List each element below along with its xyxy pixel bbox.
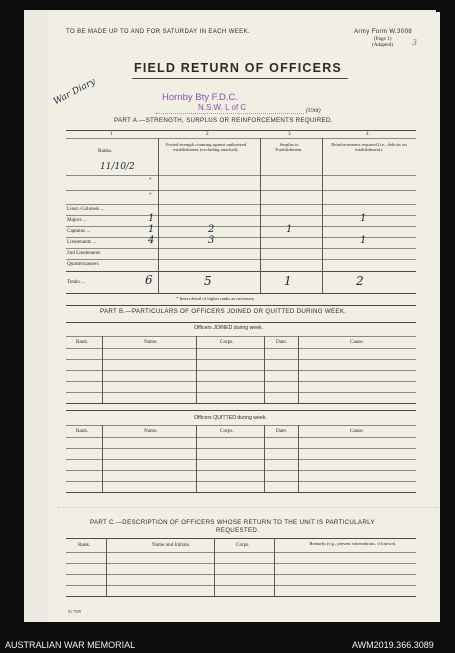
quitted-col-name: Name. bbox=[144, 428, 158, 434]
part-a-heading: PART A.—STRENGTH, SURPLUS OR REINFORCEMENTS REQUIRED. bbox=[114, 117, 333, 124]
majors-reinforcements: 1 bbox=[360, 213, 367, 224]
form-id: Army Form W.3008 bbox=[354, 29, 413, 35]
unit-label: (Unit) bbox=[306, 108, 321, 114]
footer-right: AWM2019.366.3089 bbox=[352, 640, 434, 650]
rank-quartermasters: Quartermasters bbox=[67, 261, 99, 267]
total-col1: 6 bbox=[145, 273, 153, 287]
joined-col-date: Date. bbox=[276, 339, 288, 345]
quitted-col-date: Date. bbox=[276, 428, 288, 434]
col-surplus-label: Surplus to Establishment. bbox=[275, 142, 303, 153]
rank-2nd-lieutenants: 2nd Lieutenants bbox=[67, 250, 101, 256]
quitted-col-corps: Corps. bbox=[220, 428, 234, 434]
unit-stamp-line2: N.S.W. L of C bbox=[198, 103, 247, 112]
footer-left: AUSTRALIAN WAR MEMORIAL bbox=[5, 640, 136, 650]
quitted-col-cause: Cause. bbox=[350, 428, 364, 434]
unit-line bbox=[156, 113, 304, 114]
rank-captains: Captains ... bbox=[67, 228, 91, 234]
joined-heading: Officers JOINED during week. bbox=[194, 325, 264, 331]
form-title: FIELD RETURN OF OFFICERS bbox=[134, 61, 342, 75]
part-c-col-rank: Rank. bbox=[78, 542, 91, 548]
form-instruction: TO BE MADE UP TO AND FOR SATURDAY IN EACH WEEK. bbox=[66, 29, 251, 35]
captains-count: 1 bbox=[148, 224, 155, 235]
col-number-2: 2 bbox=[206, 131, 209, 137]
form-page: (Page 1) bbox=[374, 36, 392, 42]
handwritten-date: 11/10/2 bbox=[100, 162, 135, 172]
fold-line bbox=[58, 507, 438, 508]
col-number-1: 1 bbox=[110, 131, 113, 137]
part-c-col-remarks: Remarks (e.g., present whereabouts, if known). bbox=[309, 541, 397, 546]
print-code: 91 7599 bbox=[68, 609, 81, 614]
part-c-heading-line1: PART C.—DESCRIPTION OF OFFICERS WHOSE RETURN TO THE UNIT IS PARTICULARLY bbox=[90, 519, 375, 526]
part-a-footnote: * Insert detail of higher ranks as necessary. bbox=[176, 296, 256, 301]
quitted-heading: Officers QUITTED during week. bbox=[194, 415, 267, 421]
col-number-3: 3 bbox=[288, 131, 291, 137]
title-underline bbox=[132, 78, 348, 79]
totals-label: Totals ... bbox=[67, 279, 85, 285]
col-ranks-label: Ranks. bbox=[98, 148, 113, 154]
joined-col-corps: Corps. bbox=[220, 339, 234, 345]
lieutenants-count: 4 bbox=[148, 235, 155, 246]
joined-col-name: Name. bbox=[144, 339, 158, 345]
total-col4: 2 bbox=[356, 274, 364, 288]
unit-stamp-line1: Hornby Bty F.D.C. bbox=[162, 92, 239, 103]
joined-col-cause: Cause. bbox=[350, 339, 364, 345]
total-col3: 1 bbox=[284, 274, 292, 288]
captains-surplus: 1 bbox=[286, 224, 293, 235]
rank-lieut-colonels: Lieut.-Colonels ... bbox=[67, 206, 105, 212]
majors-count: 1 bbox=[148, 213, 155, 224]
lieutenants-posted: 3 bbox=[208, 235, 215, 246]
form-note: (Adapted) bbox=[372, 42, 394, 48]
part-c-col-name: Name and Initials. bbox=[152, 542, 191, 548]
col-number-4: 4 bbox=[366, 131, 369, 137]
col-posted-label: Posted strength counting against authorized establishment (excluding attached). bbox=[165, 142, 247, 153]
col-reinforcements-label: Reinforcements required (i.e., deficits on establishment). bbox=[331, 142, 407, 153]
rank-lieutenants: Lieutenants ... bbox=[67, 239, 97, 245]
part-c-heading-line2: REQUESTED. bbox=[216, 527, 260, 534]
form-page: TO BE MADE UP TO AND FOR SATURDAY IN EACH WEEK. Army Form W.3008 (Page 1) (Adapted) 3 FIELD RETURN OF OFFICERS War Diary Hornby Bty F.D.C. N.S.W. L of C (Unit) PART A.—STRENGTH, SURPLUS OR REINFORCEMENTS REQUIRED. 1 2 3 4 Ranks. Posted strength counting against authorized establishment (excluding attached). Surplus to Establishment. Reinforcements required (i.e., deficits on establishment). 11/10/2 * * Lieut.-Colonels ... Majors ... Captains ... Lieutenants ... 2nd Lieutenants Quartermasters 1 1 1 2 1 4 3 1 Totals ... 6 5 1 2 * Insert detail of higher ranks as necessary. PART B.—PARTICULARS OF OFFICERS JOINED OR QUITTED DURING WEEK. Officers JOINED during week. Rank. Name. Corps. Date. Cause. Officers QUITTED during week. Rank. Name. Corps. Date. Cause. PART C.—DESCRIPTION OF OFFICERS WHOSE RETURN TO THE UNIT IS PARTICULARLY REQUESTED. Rank. Name and Initials. Corps. Remarks (e.g., present whereabouts, if known). 91 7599 bbox=[48, 12, 440, 622]
captains-posted: 2 bbox=[208, 224, 215, 235]
joined-col-rank: Rank. bbox=[76, 339, 89, 345]
rank-majors: Majors ... bbox=[67, 217, 87, 223]
lieutenants-reinforcements: 1 bbox=[360, 235, 367, 246]
part-b-heading: PART B.—PARTICULARS OF OFFICERS JOINED OR QUITTED DURING WEEK. bbox=[100, 308, 347, 315]
total-col2: 5 bbox=[204, 274, 212, 288]
quitted-col-rank: Rank. bbox=[76, 428, 89, 434]
part-c-col-corps: Corps. bbox=[236, 542, 250, 548]
margin-note: War Diary bbox=[52, 76, 98, 108]
